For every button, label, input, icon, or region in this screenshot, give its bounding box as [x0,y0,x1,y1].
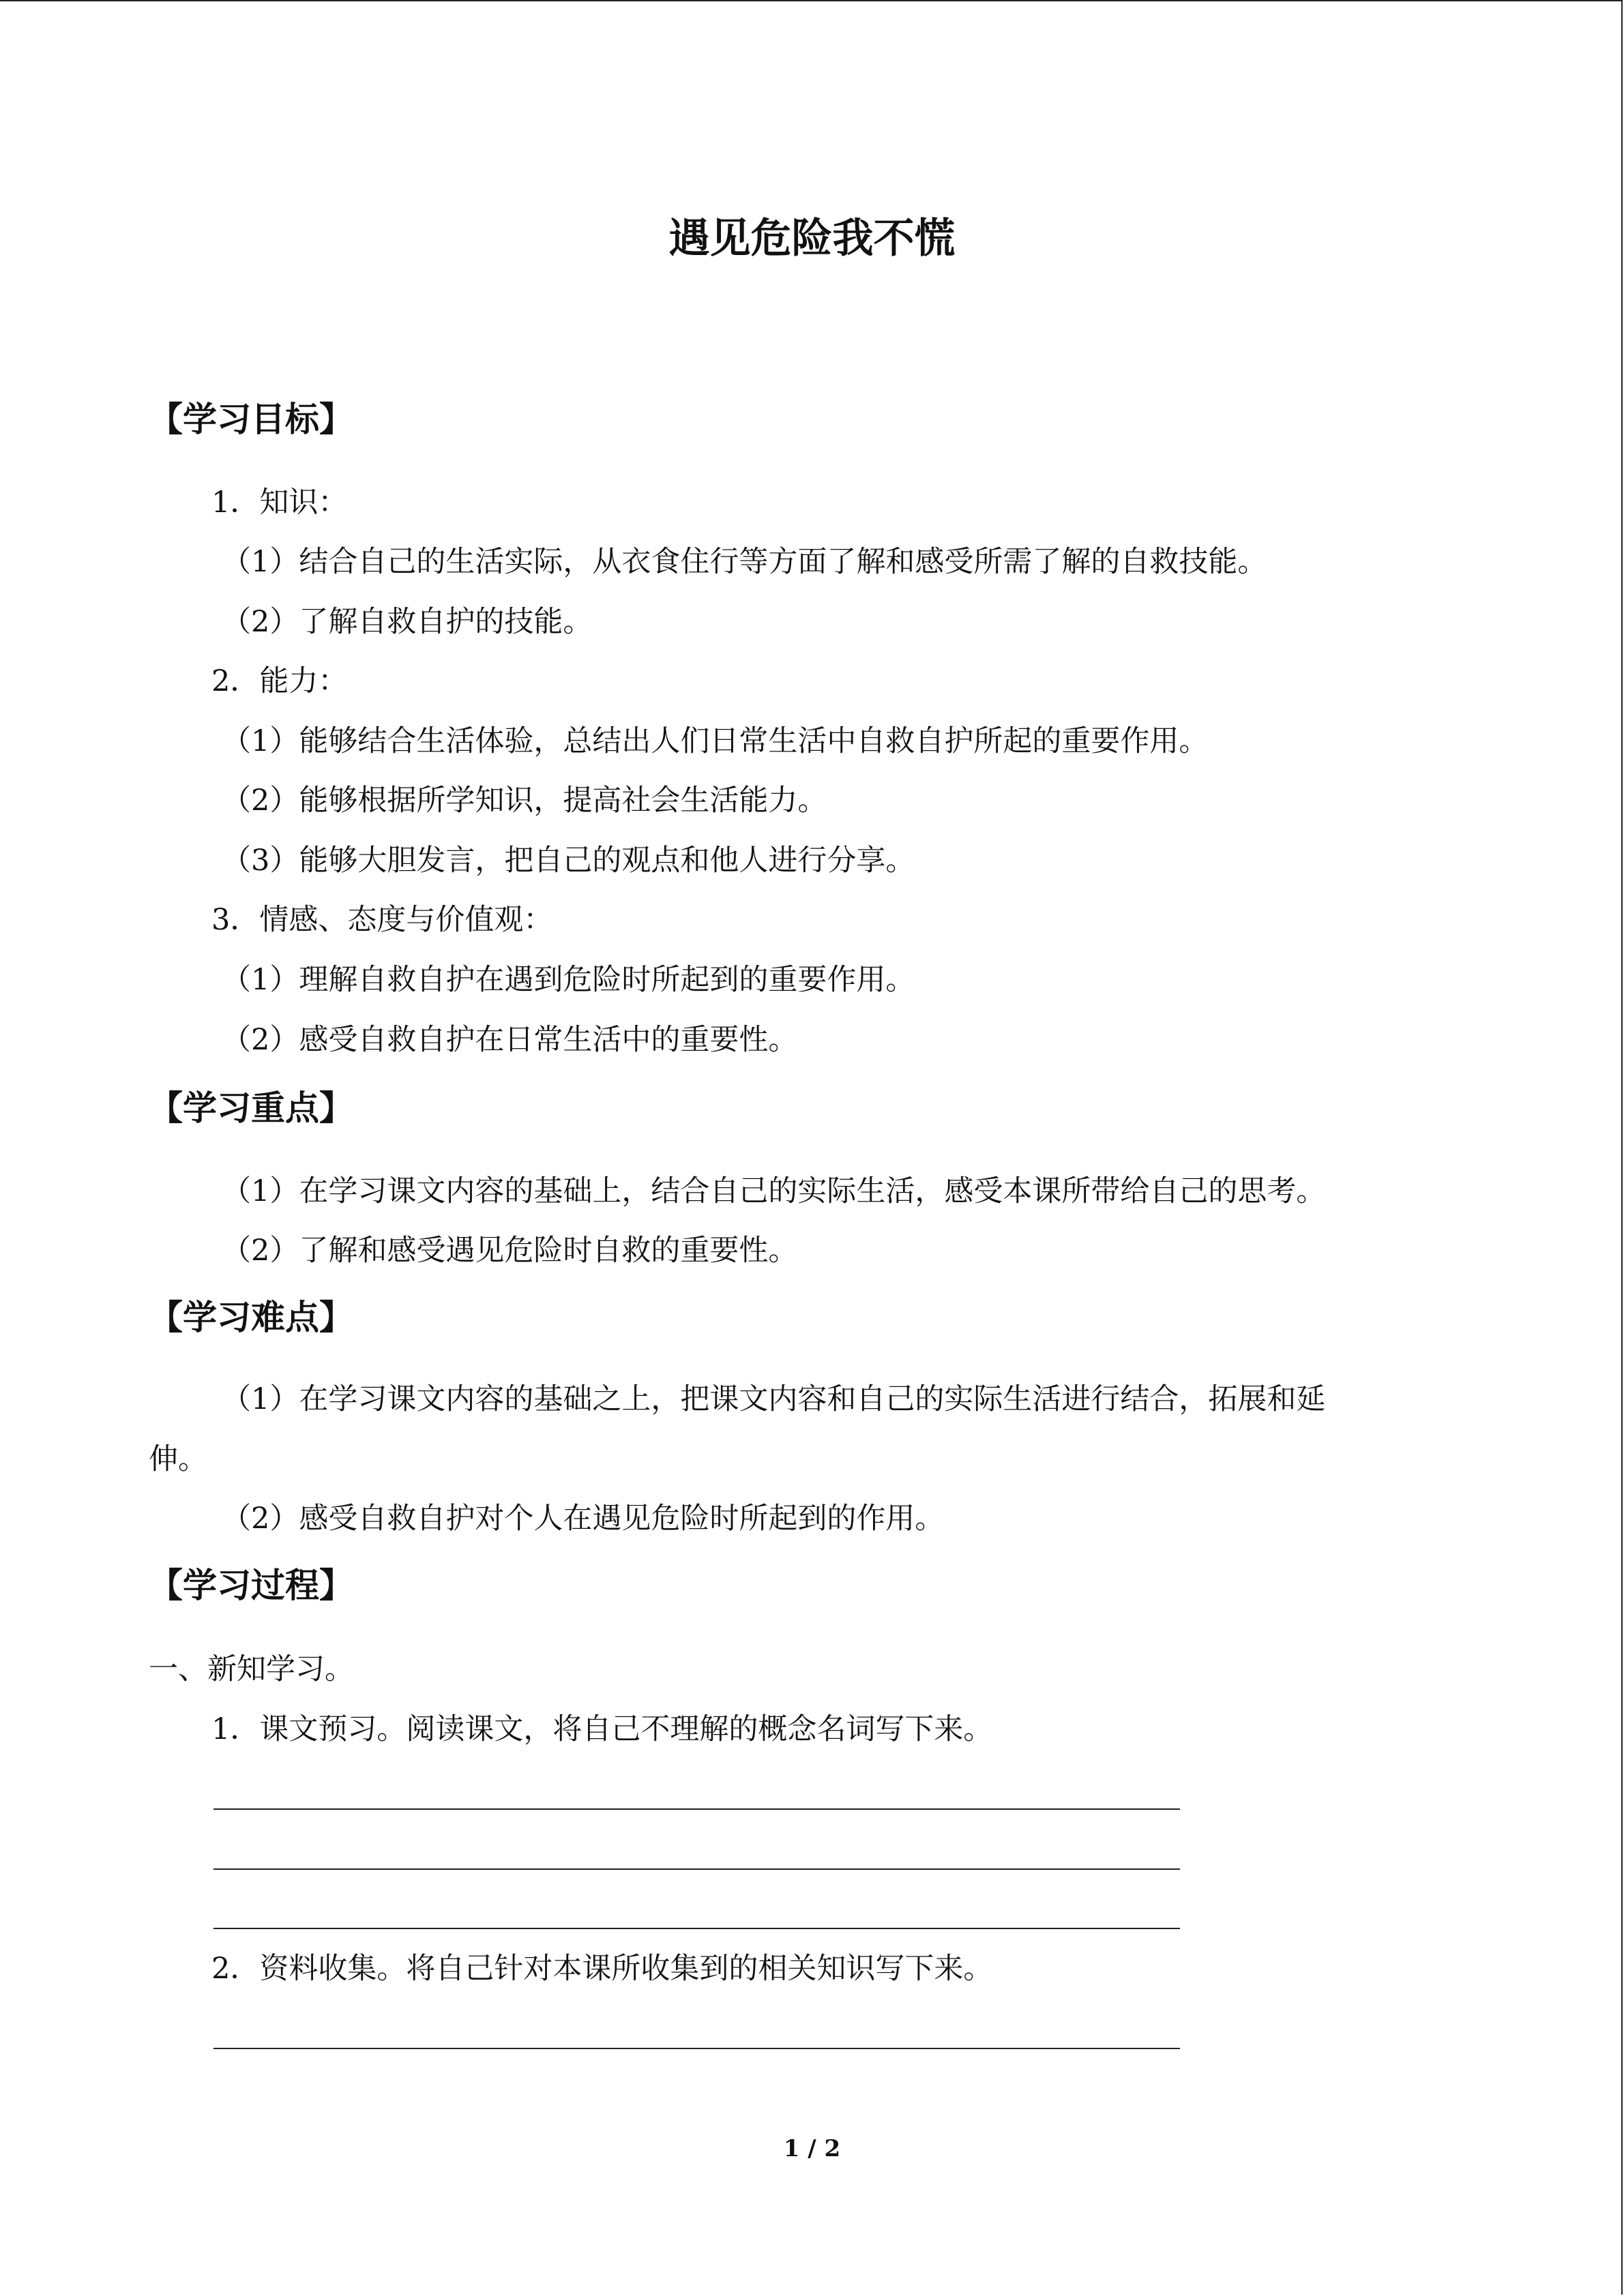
answer-line[interactable] [213,1868,1180,1870]
heading-process: 【学习过程】 [149,1566,353,1605]
answer-line[interactable] [213,1928,1180,1929]
ability-item-3: （3）能够大胆发言，把自己的观点和他人进行分享。 [222,844,915,878]
difficulty-1-line-1: （1）在学习课文内容的基础之上，把课文内容和自己的实际生活进行结合，拓展和延 [222,1382,1326,1416]
values-label: 3．情感、态度与价值观： [211,903,553,937]
ability-label: 2．能力： [211,664,348,698]
values-item-1: （1）理解自救自护在遇到危险时所起到的重要作用。 [222,963,915,997]
heading-objectives: 【学习目标】 [149,400,353,439]
values-item-2: （2）感受自救自护在日常生活中的重要性。 [222,1023,798,1057]
key-point-1: （1）在学习课文内容的基础上，结合自己的实际生活，感受本课所带给自己的思考。 [222,1174,1326,1208]
page-number: 1 / 2 [783,2135,841,2162]
knowledge-item-1: （1）结合自己的生活实际，从衣食住行等方面了解和感受所需了解的自救技能。 [222,545,1267,579]
knowledge-label: 1．知识： [211,486,348,520]
knowledge-item-2: （2）了解自救自护的技能。 [222,605,593,639]
answer-line[interactable] [213,2048,1180,2049]
task-1: 1．课文预习。阅读课文，将自己不理解的概念名词写下来。 [211,1712,993,1746]
process-part-1-title: 一、新知学习。 [149,1652,354,1686]
ability-item-1: （1）能够结合生活体验，总结出人们日常生活中自救自护所起的重要作用。 [222,724,1209,758]
difficulty-1-line-2: 伸。 [149,1442,207,1476]
ability-item-2: （2）能够根据所学知识，提高社会生活能力。 [222,784,827,818]
answer-line[interactable] [213,1808,1180,1810]
page-title: 遇见危险我不慌 [668,215,956,263]
key-point-2: （2）了解和感受遇见危险时自救的重要性。 [222,1234,798,1268]
heading-key-points: 【学习重点】 [149,1088,353,1128]
task-2: 2．资料收集。将自己针对本课所收集到的相关知识写下来。 [211,1952,993,1986]
difficulty-2: （2）感受自救自护对个人在遇见危险时所起到的作用。 [222,1502,945,1536]
heading-difficulties: 【学习难点】 [149,1298,353,1337]
